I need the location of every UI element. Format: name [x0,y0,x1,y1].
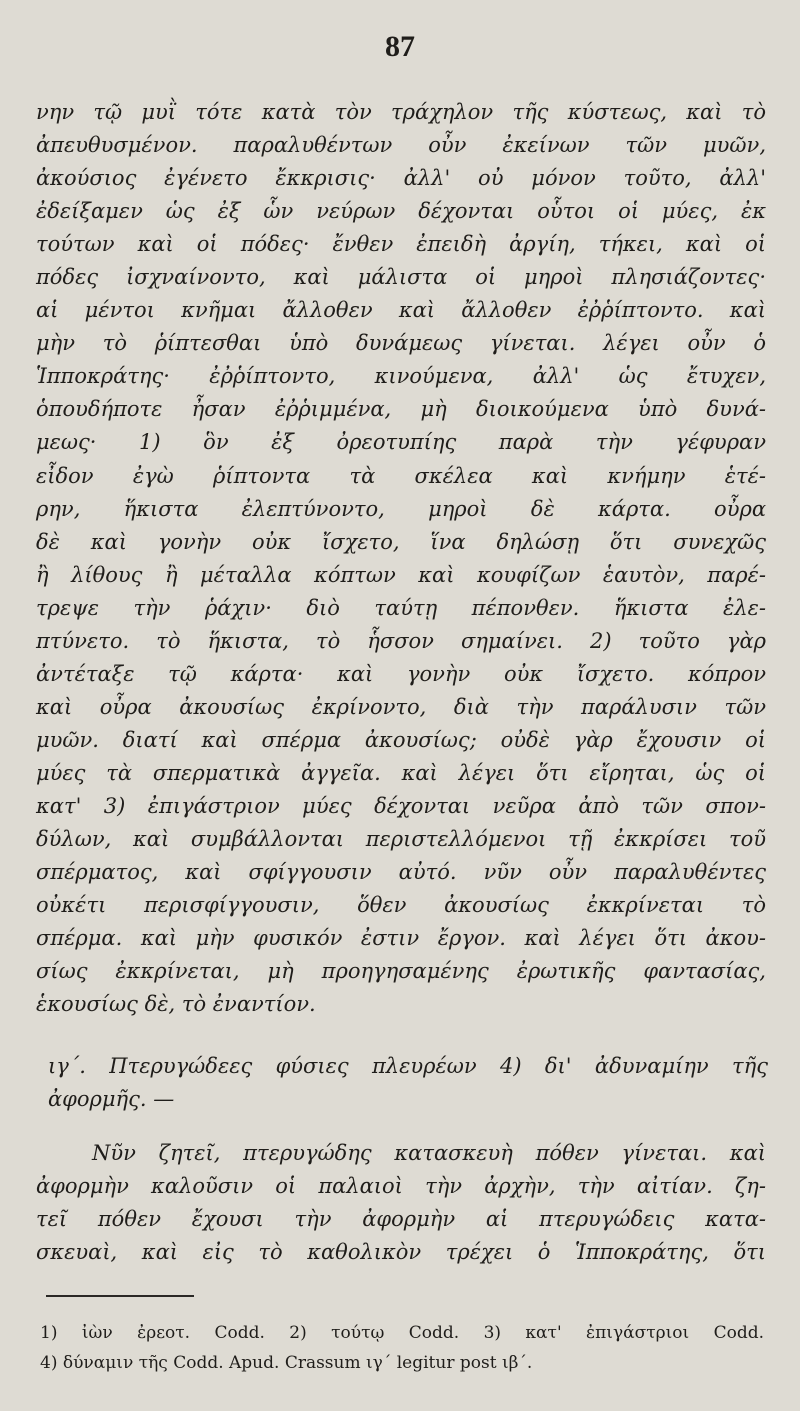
text-line: δὲ καὶ γονὴν οὐκ ἴσχετο, ἵνα δηλώσῃ ὅτι συνεχῶς [36,529,766,554]
heading-line: ἀφορμῆς. — [48,1087,175,1112]
text-line: μύες τὰ σπερματικὰ ἀγγεῖα. καὶ λέγει ὅτι εἴρηται, ὡς οἱ [36,760,766,785]
text-line: τεῖ πόθεν ἔχουσι τὴν ἀφορμὴν αἱ πτερυγώδεις κατα- [36,1207,766,1232]
text-line: σκευαὶ, καὶ εἰς τὸ καθολικὸν τρέχει ὁ Ἱπποκράτης, ὅτι [36,1240,766,1265]
text-line: Νῦν ζητεῖ, πτερυγώδης κατασκευὴ πόθεν γίνεται. καὶ [92,1141,766,1165]
text-line: τούτων καὶ οἱ πόδες· ἔνθεν ἐπειδὴ ἀργίη, τήκει, καὶ οἱ [36,232,766,257]
text-line: εἶδον ἐγὼ ῥίπτοντα τὰ σκέλεα καὶ κνήμην ἑτέ- [36,463,766,488]
heading-line: ιγ΄. Πτερυγώδεες φύσιες πλευρέων 4) δι' ἀδυναμίην τῆς [48,1054,768,1078]
text-line: ἐδείξαμεν ὡς ἐξ ὧν νεύρων δέχονται οὗτοι οἱ μύες, ἐκ [36,199,766,224]
text-line: οὐκέτι περισφίγγουσιν, ὅθεν ἀκουσίως ἐκκρίνεται τὸ [36,893,766,918]
text-line: Ἱπποκράτης· ἐῤῥίπτοντο, κινούμενα, ἀλλ' ὡς ἔτυχεν, [36,364,766,389]
text-line: ἀφορμὴν καλοῦσιν οἱ παλαιοὶ τὴν ἀρχὴν, τὴν αἰτίαν. ζη- [36,1174,766,1199]
footnote-divider [46,1295,194,1297]
text-line: καὶ οὖρα ἀκουσίως ἐκρίνοντο, διὰ τὴν παράλυσιν τῶν [36,694,766,719]
text-line: ἀπευθυσμένον. παραλυθέντων οὖν ἐκείνων τῶν μυῶν, [36,133,766,158]
text-line: ὁπουδήποτε ἦσαν ἐῤῥιμμένα, μὴ διοικούμενα ὑπὸ δυνά- [36,397,766,422]
footnotes [40,1318,764,1378]
text-line: ρην, ἥκιστα ἐλεπτύνοντο, μηροὶ δὲ κάρτα. οὖρα [36,496,766,521]
section-heading [48,1050,768,1116]
text-line: σπέρμα. καὶ μὴν φυσικόν ἐστιν ἔργον. καὶ λέγει ὅτι ἀκου- [36,926,766,951]
text-line: σίως ἐκκρίνεται, μὴ προηγησαμένης ἐρωτικῆς φαντασίας, [36,959,766,984]
page-number: 87 [385,30,415,63]
text-line: τρεψε τὴν ῥάχιν· διὸ ταύτῃ πέπονθεν. ἥκιστα ἐλε- [36,595,766,620]
commentary-paragraph [36,1137,766,1269]
text-line: πόδες ἰσχναίνοντο, καὶ μάλιστα οἱ μηροὶ πλησιάζοντες· [36,265,766,290]
footnote-line: 1) ἰὼν ἐρεοτ. Codd. 2) τούτῳ Codd. 3) κατ' ἐπιγάστριοι Codd. [40,1323,764,1343]
text-line: σπέρματος, καὶ σφίγγουσιν αὐτό. νῦν οὖν παραλυθέντες [36,860,766,885]
text-line: ἀντέταξε τῷ κάρτα· καὶ γονὴν οὐκ ἴσχετο. κόπρον [36,661,766,686]
text-line: ἑκουσίως δὲ, τὸ ἐναντίον. [36,992,316,1017]
text-line: μυῶν. διατί καὶ σπέρμα ἀκουσίως; οὐδὲ γὰρ ἔχουσιν οἱ [36,727,766,752]
text-line: αἱ μέντοι κνῆμαι ἄλλοθεν καὶ ἄλλοθεν ἐῤῥίπτοντο. καὶ [36,298,766,323]
text-line: ἀκούσιος ἐγένετο ἔκκρισις· ἀλλ' οὐ μόνον τοῦτο, ἀλλ' [36,166,766,191]
text-line: πτύνετο. τὸ ἥκιστα, τὸ ἧσσον σημαίνει. 2) τοῦτο γὰρ [36,628,766,653]
text-line: ἢ λίθους ἢ μέταλλα κόπτων καὶ κουφίζων ἑαυτὸν, παρέ- [36,562,766,587]
text-line: κατ' 3) ἐπιγάστριον μύες δέχονται νεῦρα ἀπὸ τῶν σπον- [36,793,766,818]
text-line: μεως· 1) ὃν ἐξ ὀρεοτυπίης παρὰ τὴν γέφυραν [36,430,766,455]
text-line: νην τῷ μυῒ τότε κατὰ τὸν τράχηλον τῆς κύστεως, καὶ τὸ [36,100,766,124]
text-line: μὴν τὸ ῥίπτεσθαι ὑπὸ δυνάμεως γίνεται. λέγει οὖν ὁ [36,331,766,356]
text-line: δύλων, καὶ συμβάλλονται περιστελλόμενοι τῇ ἐκκρίσει τοῦ [36,827,766,852]
footnote-line: 4) δύναμιν τῆς Codd. Apud. Crassum ιγ΄ legitur post ιβ΄. [40,1353,533,1373]
main-paragraph [36,96,766,1021]
